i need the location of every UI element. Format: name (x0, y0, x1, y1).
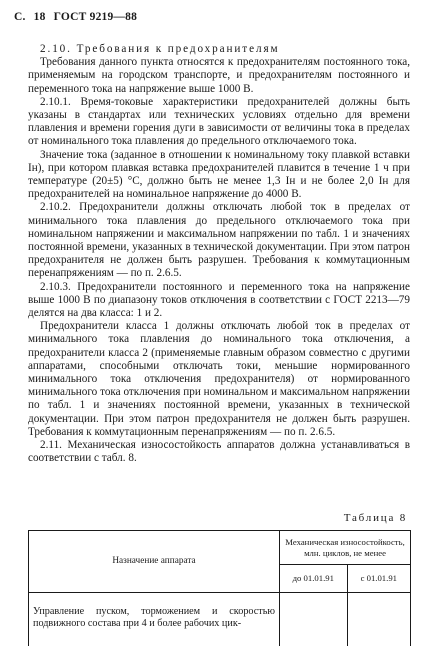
table-header-wear-resistance: Механическая износостойкость, млн. циклов, не менее (280, 531, 411, 565)
section-heading: 2.10. Требования к предохранителям (28, 43, 410, 56)
paragraph: 2.10.1. Время-токовые характеристики предохранителей должны быть указаны в стандартах или технических условиях отдельно для времени плавления и времени горения дуги в зависимости от величины тока в пределах от номинального тока плавления до предельного отключаемого тока. (28, 96, 410, 149)
header-standard-code: ГОСТ 9219—88 (54, 11, 137, 23)
page-header (14, 11, 137, 23)
table-header-purpose: Назначение аппарата (29, 531, 280, 593)
document-body (28, 43, 410, 466)
paragraph: 2.11. Механическая износостойкость аппаратов должна устанавливаться в соответствии с табл. 8. (28, 439, 410, 465)
table-cell-empty (280, 593, 348, 646)
table-title: Таблица 8 (344, 512, 407, 524)
table-cell-empty (347, 593, 410, 646)
paragraph: Предохранители класса 1 должны отключать любой ток в пределах от минимального тока плавления до номинального тока отключения, а предохранители класса 2 (применяемые главным образом совместно с другими аппаратами, способными отключать токи, меньшие нормированного минимального тока отключения предохранителя) от нормированного минимального тока отключения при номинальном и максимальном напряжении по табл. 1 и значениях постоянной времени, указанных в технической документации. При этом патрон предохранителя не должен быть разрушен. Требования к коммутационным перенапряжениям — по п. 2.6.5. (28, 320, 410, 439)
header-section-mark: С. (14, 11, 26, 23)
paragraph: 2.10.3. Предохранители постоянного и переменного тока на напряжение выше 1000 В по диапазону токов отключения в соответствии с ГОСТ 2213—79 делятся на два класса: 1 и 2. (28, 281, 410, 321)
header-page-number: 18 (34, 11, 46, 23)
table-8 (28, 530, 411, 646)
table-header-before-date: до 01.01.91 (280, 565, 348, 593)
table-row-purpose: Управление пуском, торможением и скоростью подвижного состава при 4 и более рабочих цик- (29, 593, 280, 646)
paragraph: Значение тока (заданное в отношении к номинальному току плавкой вставки Iн), при котором плавкая вставка предохранителей плавится в течение 1 ч при температуре (20±5) °С, должно быть не менее 1,3 Iн и не более 2,0 Iн для предохранителей на номинальное напряжение до 4000 В. (28, 149, 410, 202)
table-header-from-date: с 01.01.91 (347, 565, 410, 593)
paragraph: 2.10.2. Предохранители должны отключать любой ток в пределах от минимального тока плавления до предельного отключаемого тока при номинальном напряжении и максимальном напряжении по табл. 1 и значениях постоянной времени, указанных в технической документации. При этом патрон предохранителя не должен быть разрушен. Требования к коммутационным перенапряжениям — по п. 2.6.5. (28, 201, 410, 280)
paragraph: Требования данного пункта относятся к предохранителям постоянного тока, применяемым на городском транспорте, и предохранителям постоянного и переменного тока на напряжение выше 1000 В. (28, 56, 410, 96)
